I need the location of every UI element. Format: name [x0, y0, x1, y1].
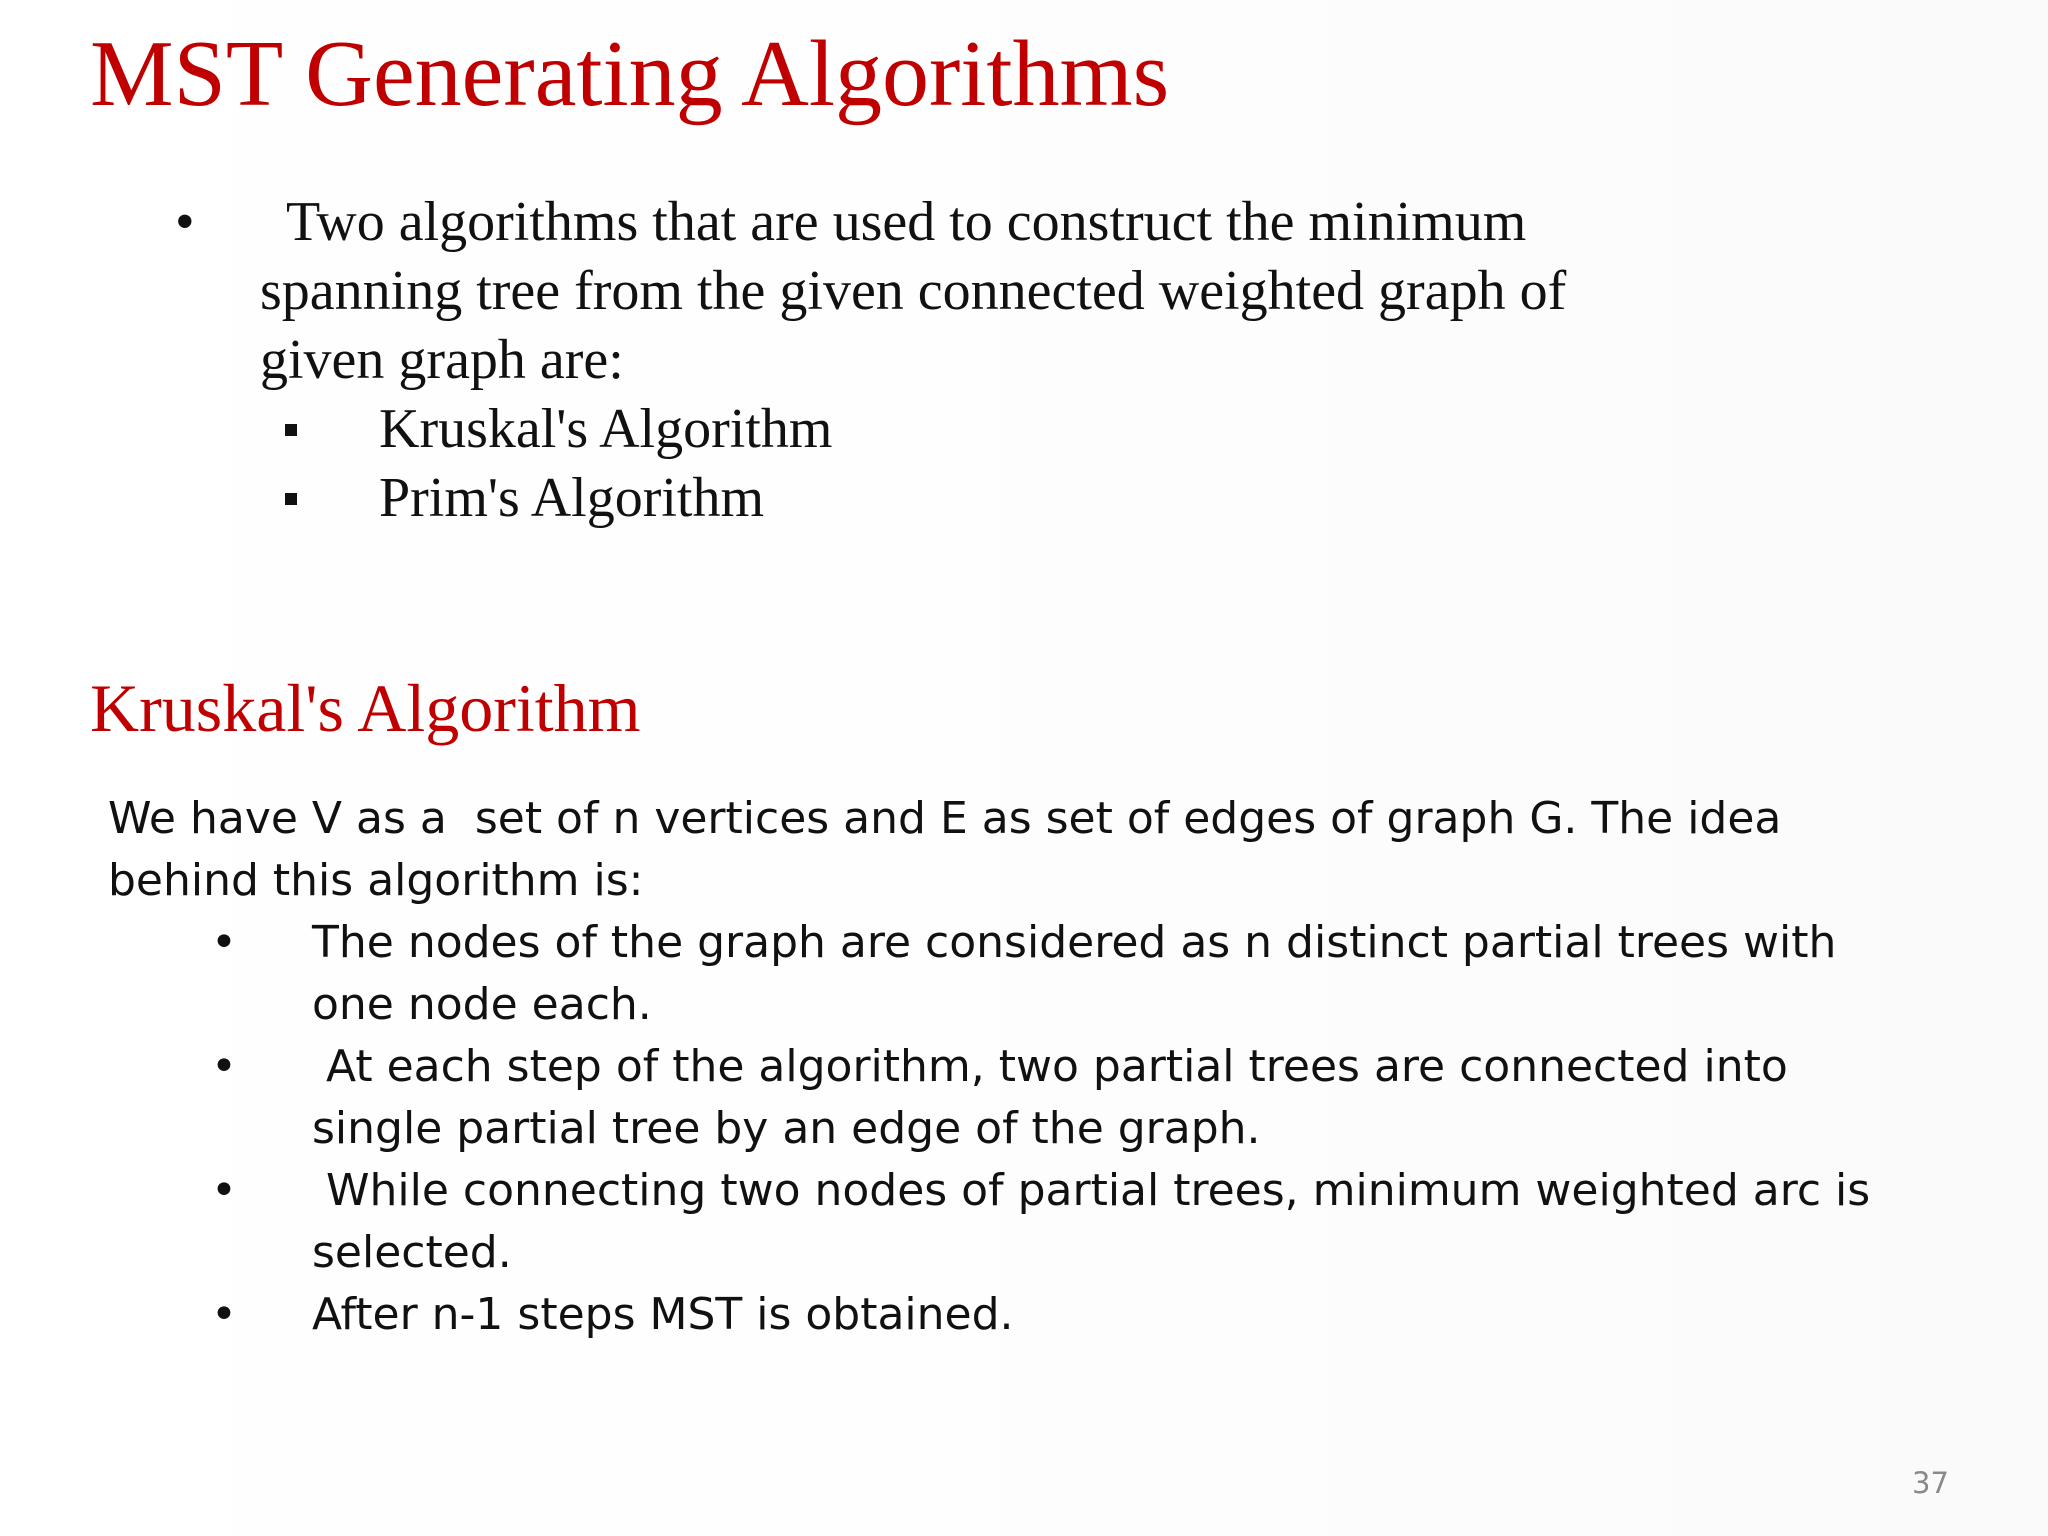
algorithm-list: [285, 395, 1675, 533]
section-body: [108, 788, 1908, 1346]
list-item: [285, 395, 1675, 464]
section-heading: Kruskal's Algorithm: [90, 670, 641, 746]
bullet-icon: •: [211, 1165, 237, 1216]
list-item-text: While connecting two nodes of partial trees, minimum weighted arc is selected.: [312, 1165, 1885, 1278]
list-item-label: Kruskal's Algorithm: [379, 398, 833, 460]
intro-bullet-row: [175, 188, 1675, 395]
list-item: [108, 1284, 1908, 1346]
list-item-label: Prim's Algorithm: [379, 467, 765, 529]
points-list: [108, 912, 1908, 1346]
list-item: [108, 1160, 1908, 1284]
bullet-icon: •: [211, 917, 237, 968]
square-bullet-icon: [285, 424, 297, 436]
page-number: 37: [1912, 1466, 1949, 1500]
list-item: [285, 464, 1675, 533]
list-item: [108, 912, 1908, 1036]
intro-text: Two algorithms that are used to construct the minimum spanning tree from the given connected weighted graph of given graph are:: [260, 191, 1581, 391]
intro-block: [175, 188, 1675, 533]
bullet-icon: •: [175, 191, 195, 253]
bullet-icon: •: [211, 1289, 237, 1340]
bullet-icon: •: [211, 1041, 237, 1092]
list-item: [108, 1036, 1908, 1160]
list-item-text: At each step of the algorithm, two partial trees are connected into single partial tree by an edge of the graph.: [312, 1041, 1802, 1154]
list-item-text: The nodes of the graph are considered as n distinct partial trees with one node each.: [312, 917, 1851, 1030]
slide-title: MST Generating Algorithms: [90, 22, 1170, 126]
list-item-text: After n-1 steps MST is obtained.: [312, 1289, 1014, 1340]
square-bullet-icon: [285, 493, 297, 505]
section-intro-text: We have V as a set of n vertices and E as set of edges of graph G. The idea behind this algorithm is:: [108, 793, 1810, 906]
